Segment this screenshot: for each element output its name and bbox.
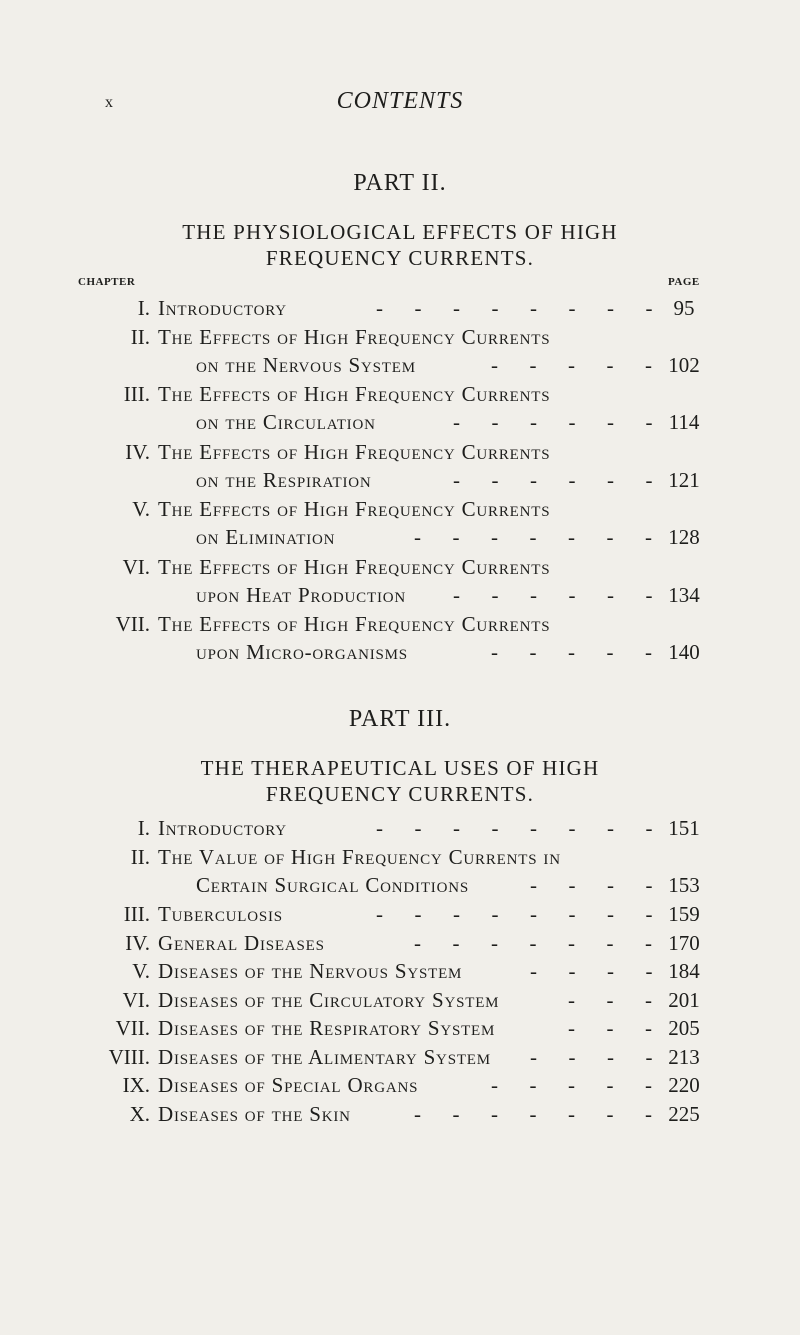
- chapter-title-continued: Certain Surgical Conditions: [196, 872, 470, 897]
- running-header: [0, 88, 800, 122]
- dot-leader: - - - - - - - -: [376, 902, 653, 926]
- chapter-title-continued: upon Heat Production: [196, 582, 407, 607]
- chapter-title: The Effects of High Frequency Currents: [158, 382, 551, 406]
- dot-leader: - - - - - - -: [414, 930, 652, 955]
- dot-leader: - - - -: [530, 872, 653, 897]
- chapter-title: General Diseases: [158, 930, 325, 955]
- chapter-column-label: CHAPTER: [78, 276, 136, 288]
- toc-entry: [0, 612, 800, 664]
- chapter-title: Diseases of the Nervous System: [158, 959, 463, 983]
- page-number-ref: 184: [668, 959, 700, 983]
- toc-entry: [0, 844, 800, 897]
- dot-leader: - - - -: [530, 959, 653, 983]
- page-number-ref: 134: [668, 582, 700, 607]
- page-number-ref: 95: [673, 296, 695, 320]
- part-3-subtitle-line-1: THE THERAPEUTICAL USES OF HIGH: [200, 756, 600, 780]
- toc-entry: [0, 382, 800, 434]
- chapter-title: Diseases of the Alimentary System: [158, 1044, 491, 1069]
- page-number-ref: 114: [668, 410, 700, 434]
- page-number-ref: 153: [668, 872, 700, 897]
- chapter-title: The Effects of High Frequency Currents: [158, 439, 551, 464]
- page-number-ref: 225: [668, 1101, 700, 1126]
- dot-leader: - - - - - - - -: [376, 296, 653, 320]
- page-number-ref: 170: [668, 930, 700, 955]
- toc-entry: [0, 1102, 800, 1132]
- chapter-title: The Effects of High Frequency Currents: [158, 612, 551, 636]
- chapter-title: Tuberculosis: [158, 902, 283, 926]
- part-2-subtitle-line-2: FREQUENCY CURRENTS.: [265, 246, 535, 270]
- chapter-number: VII.: [115, 1016, 150, 1040]
- chapter-number: I.: [137, 816, 150, 840]
- dot-leader: - - - -: [530, 1044, 653, 1069]
- page-number-ref: 128: [668, 525, 700, 549]
- page-number: x: [105, 94, 114, 111]
- contents-heading: CONTENTS: [336, 88, 464, 114]
- chapter-number: IV.: [125, 439, 150, 464]
- chapter-number: III.: [123, 382, 150, 406]
- toc-entry: [0, 497, 800, 549]
- page-number-ref: 159: [668, 902, 700, 926]
- toc-entry: [0, 439, 800, 492]
- chapter-number: IX.: [122, 1073, 150, 1097]
- chapter-title-continued: on the Circulation: [196, 410, 376, 434]
- chapter-title: Introductory: [158, 296, 287, 320]
- toc-entry: [0, 554, 800, 607]
- chapter-number: V.: [132, 959, 150, 983]
- dot-leader: - - -: [568, 987, 652, 1012]
- part-3-subtitle-line-2: FREQUENCY CURRENTS.: [265, 782, 535, 806]
- dot-leader: - - - - -: [491, 640, 652, 664]
- dot-leader: - - -: [568, 1016, 652, 1040]
- chapter-number: V.: [132, 497, 150, 521]
- chapter-title-continued: on the Respiration: [196, 467, 372, 492]
- chapter-number: I.: [137, 296, 150, 320]
- toc-entry: [0, 816, 800, 846]
- chapter-number: III.: [123, 902, 150, 926]
- page-number-ref: 102: [668, 352, 700, 377]
- page-number-ref: 220: [668, 1073, 700, 1097]
- toc-entry: [0, 931, 800, 961]
- page-number-ref: 121: [668, 467, 700, 492]
- chapter-title: The Value of High Frequency Currents in: [158, 844, 561, 869]
- toc-entry: [0, 1073, 800, 1103]
- toc-entry: [0, 324, 800, 377]
- chapter-number: VI.: [122, 987, 150, 1012]
- chapter-title-continued: on the Nervous System: [196, 352, 416, 377]
- part-2-title: PART II.: [353, 170, 447, 196]
- dot-leader: - - - - -: [491, 1073, 652, 1097]
- dot-leader: - - - - -: [491, 352, 652, 377]
- chapter-title: Diseases of the Skin: [158, 1101, 351, 1126]
- chapter-number: IV.: [125, 930, 150, 955]
- chapter-number: X.: [129, 1101, 150, 1126]
- toc-entry: [0, 296, 800, 326]
- dot-leader: - - - - - - -: [414, 525, 652, 549]
- page-number-ref: 201: [668, 987, 700, 1012]
- toc-entry: [0, 988, 800, 1018]
- chapter-number: II.: [130, 844, 150, 869]
- toc-entry: [0, 1045, 800, 1075]
- page-number-ref: 213: [668, 1044, 700, 1069]
- chapter-title: The Effects of High Frequency Currents: [158, 554, 551, 579]
- chapter-number: VI.: [122, 554, 150, 579]
- toc-entry: [0, 902, 800, 932]
- chapter-title-continued: upon Micro-organisms: [196, 640, 408, 664]
- chapter-title: Diseases of the Respiratory System: [158, 1016, 496, 1040]
- page-number-ref: 140: [668, 640, 700, 664]
- page-column-label: PAGE: [668, 276, 700, 288]
- toc-entry: [0, 959, 800, 989]
- chapter-number: VII.: [115, 612, 150, 636]
- chapter-title: Introductory: [158, 816, 287, 840]
- chapter-title: The Effects of High Frequency Currents: [158, 497, 551, 521]
- toc-entry: [0, 1016, 800, 1046]
- chapter-title-continued: on Elimination: [196, 525, 336, 549]
- dot-leader: - - - - - -: [453, 582, 653, 607]
- chapter-title: Diseases of the Circulatory System: [158, 987, 500, 1012]
- part-3-title: PART III.: [348, 706, 452, 732]
- chapter-number: VIII.: [108, 1044, 150, 1069]
- chapter-title: Diseases of Special Organs: [158, 1073, 419, 1097]
- chapter-number: II.: [130, 324, 150, 349]
- dot-leader: - - - - - -: [453, 410, 653, 434]
- dot-leader: - - - - - -: [453, 467, 653, 492]
- part-2-subtitle-line-1: THE PHYSIOLOGICAL EFFECTS OF HIGH: [182, 220, 618, 244]
- chapter-title: The Effects of High Frequency Currents: [158, 324, 551, 349]
- page-number-ref: 205: [668, 1016, 700, 1040]
- dot-leader: - - - - - - - -: [376, 816, 653, 840]
- dot-leader: - - - - - - -: [414, 1101, 652, 1126]
- page-number-ref: 151: [668, 816, 700, 840]
